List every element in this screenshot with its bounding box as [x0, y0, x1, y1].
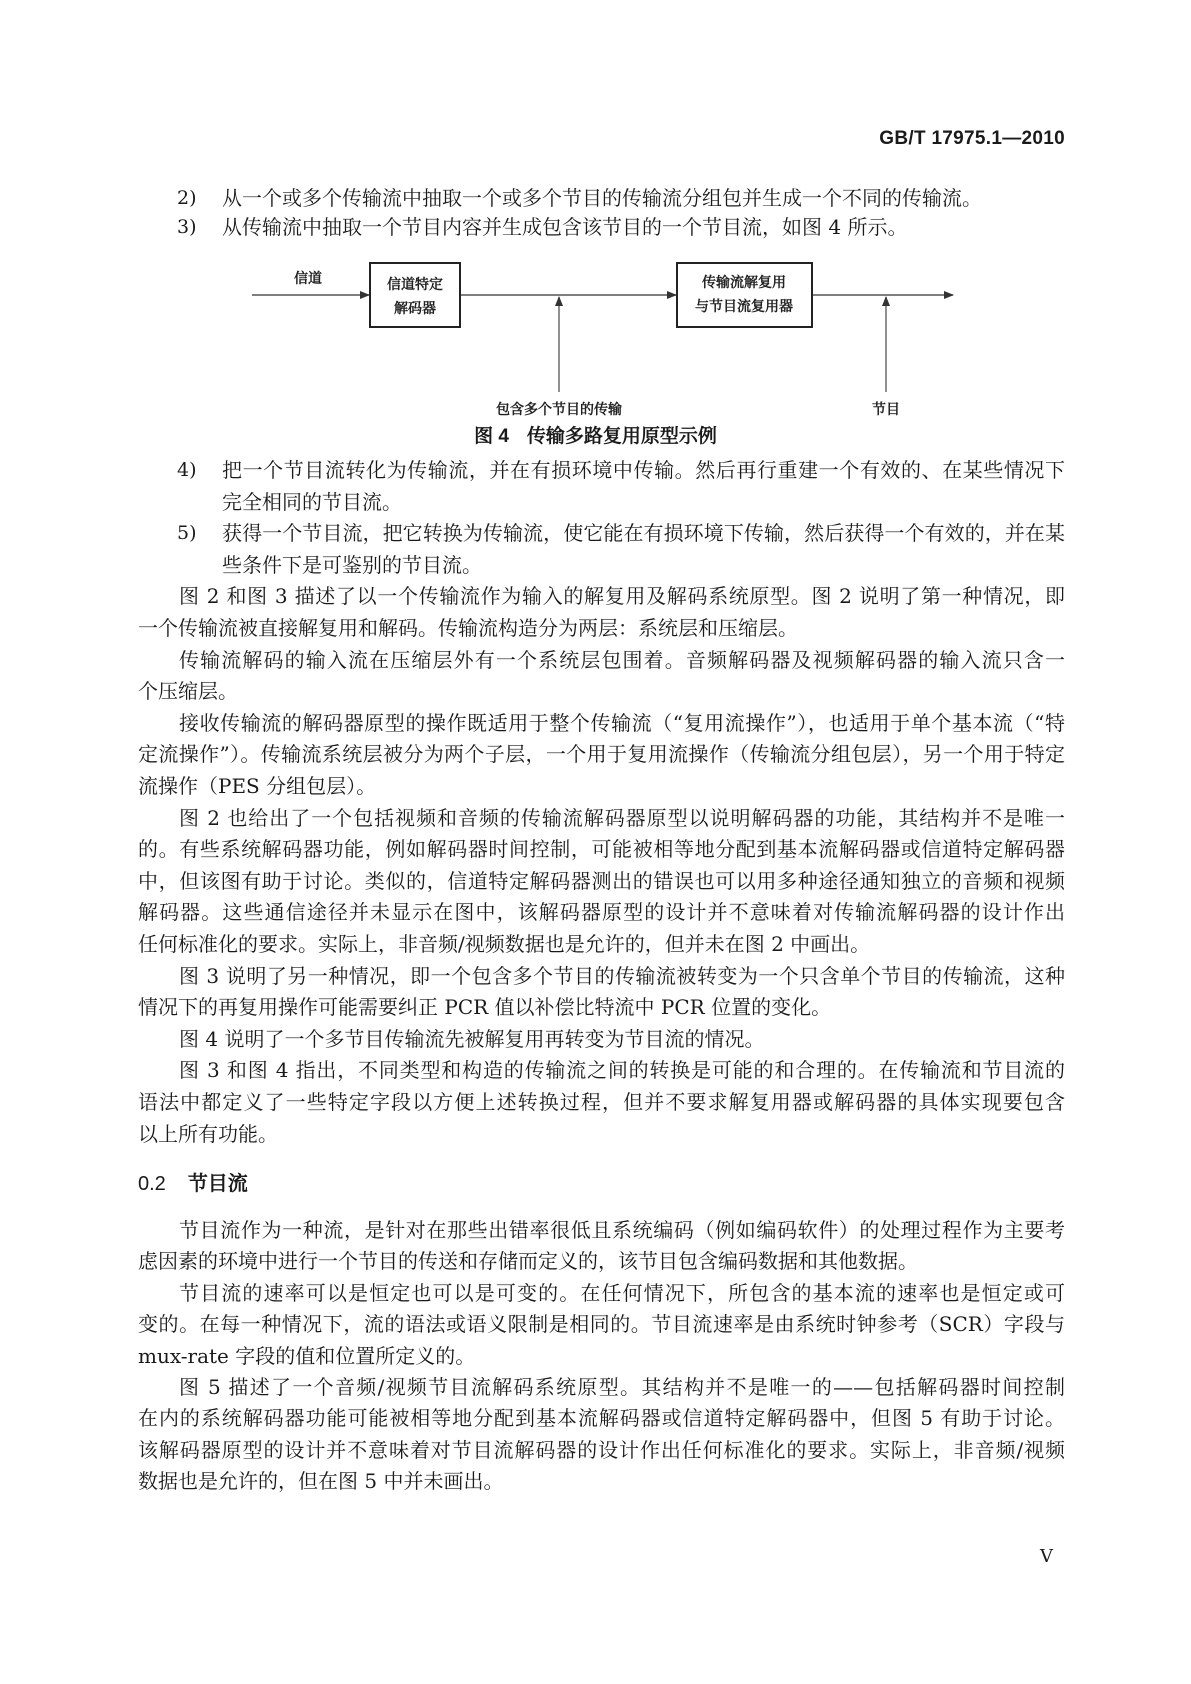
paragraph-line: 一个传输流被直接解复用和解码。传输流构造分为两层：系统层和压缩层。 [138, 616, 798, 640]
box1-line2: 解码器 [394, 301, 436, 317]
paragraph-line: 语法中都定义了一些特定字段以方便上述转换过程，但并不要求解复用器或解码器的具体实现要包含 [138, 1090, 1065, 1114]
paragraph-line: 传输流解码的输入流在压缩层外有一个系统层包围着。音频解码器及视频解码器的输入流只含一 [179, 647, 1065, 672]
channel-decoder-box [370, 263, 460, 327]
paragraph-line: 图 3 说明了另一种情况，即一个包含多个节目的传输流被转变为一个只含单个节目的传输流，这种 [179, 963, 1065, 988]
paragraph-line: 中，但该图有助于讨论。类似的，信道特定解码器测出的错误也可以用多种途径通知独立的音频和视频 [138, 868, 1065, 893]
box2-line2: 与节目流复用器 [695, 299, 793, 315]
multi-program-label: 包含多个节目的传输 [496, 402, 622, 418]
list-item-text: 些条件下是可鉴别的节目流。 [222, 552, 482, 577]
list-item-number: 4) [177, 459, 197, 481]
section-title: 节目流 [187, 1173, 248, 1195]
paragraph-line: 接收传输流的解码器原型的操作既适用于整个传输流（“复用流操作”），也适用于单个基本流（“特 [179, 710, 1065, 735]
paragraph-line: 的。有些系统解码器功能，例如解码器时间控制，可能被相等地分配到基本流解码器或信道特定解码器 [138, 837, 1065, 862]
list-item-number: 2) [177, 187, 197, 209]
figure-caption [0, 421, 1191, 453]
list-item-number: 5) [177, 522, 197, 545]
figure-4-diagram [0, 0, 1191, 420]
paragraph-line: 情况下的再复用操作可能需要纠正 PCR 值以补偿比特流中 PCR 位置的变化。 [138, 995, 832, 1020]
paragraph-line: 以上所有功能。 [138, 1121, 278, 1146]
paragraph-line: 节目流作为一种流，是针对在那些出错率很低且系统编码（例如编码软件）的处理过程作为主要考 [179, 1218, 1065, 1242]
figure-title: 传输多路复用原型示例 [526, 426, 717, 447]
paragraph-line: 数据也是允许的，但在图 5 中并未画出。 [138, 1469, 504, 1494]
paragraph-line: 个压缩层。 [138, 679, 238, 704]
paragraph-line: 任何标准化的要求。实际上，非音频/视频数据也是允许的，但并未在图 2 中画出。 [138, 932, 871, 956]
paragraph-line: 定流操作”）。传输流系统层被分为两个子层，一个用于复用流操作（传输流分组包层），另一个用于特定 [138, 742, 1065, 767]
paragraph-line: 图 5 描述了一个音频/视频节目流解码系统原型。其结构并不是唯一的——包括解码器时间控制 [179, 1375, 1065, 1399]
box1-line1: 信道特定 [387, 277, 443, 293]
paragraph-line: 该解码器原型的设计并不意味着对节目流解码器的设计作出任何标准化的要求。实际上，非音频/视频 [138, 1437, 1065, 1462]
list-item-text: 获得一个节目流，把它转换为传输流，使它能在有损环境下传输，然后获得一个有效的，并在某 [222, 521, 1065, 546]
section-heading [138, 1168, 248, 1200]
figure-number: 图 4 [474, 426, 509, 447]
paragraph-line: mux-rate 字段的值和位置所定义的。 [138, 1343, 476, 1368]
list-item-number: 3) [177, 216, 197, 238]
paragraph-line: 流操作（PES 分组包层）。 [138, 774, 377, 798]
paragraph-line: 变的。在每一种情况下，流的语法或语义限制是相同的。节目流速率是由系统时钟参考（SCR）字段与 [138, 1312, 1065, 1337]
list-item-text: 从一个或多个传输流中抽取一个或多个节目的传输流分组包并生成一个不同的传输流。 [222, 186, 982, 210]
paragraph-line: 节目流的速率可以是恒定也可以是可变的。在任何情况下，所包含的基本流的速率也是恒定或可 [179, 1280, 1065, 1305]
paragraph-line: 图 3 和图 4 指出，不同类型和构造的传输流之间的转换是可能的和合理的。在传输流和节目流的 [179, 1058, 1065, 1083]
list-item-text: 完全相同的节目流。 [222, 489, 402, 514]
list-item-text: 把一个节目流转化为传输流，并在有损环境中传输。然后再行重建一个有效的、在某些情况下 [222, 458, 1065, 482]
section-number: 0.2 [138, 1173, 166, 1195]
box2-line1: 传输流解复用 [702, 275, 786, 291]
paragraph-line: 解码器。这些通信途径并未显示在图中，该解码器原型的设计并不意味着对传输流解码器的设计作出 [138, 900, 1065, 925]
paragraph-line: 图 2 也给出了一个包括视频和音频的传输流解码器原型以说明解码器的功能，其结构并不是唯一 [179, 805, 1065, 830]
demux-mux-box [677, 263, 812, 327]
page-number: V [1040, 1546, 1053, 1567]
paragraph-line: 图 4 说明了一个多节目传输流先被解复用再转变为节目流的情况。 [179, 1026, 765, 1051]
program-label: 节目 [872, 402, 900, 418]
document-number: GB/T 17975.1—2010 [879, 128, 1065, 149]
paragraph-line: 虑因素的环境中进行一个节目的传送和存储而定义的，该节目包含编码数据和其他数据。 [138, 1249, 918, 1274]
list-item-text: 从传输流中抽取一个节目内容并生成包含该节目的一个节目流，如图 4 所示。 [222, 215, 908, 239]
paragraph-line: 图 2 和图 3 描述了以一个传输流作为输入的解复用及解码系统原型。图 2 说明了第一种情况，即 [179, 584, 1065, 609]
paragraph-line: 在内的系统解码器功能可能被相等地分配到基本流解码器或信道特定解码器中，但图 5 有助于讨论。 [138, 1406, 1065, 1431]
channel-label: 信道 [294, 271, 322, 287]
